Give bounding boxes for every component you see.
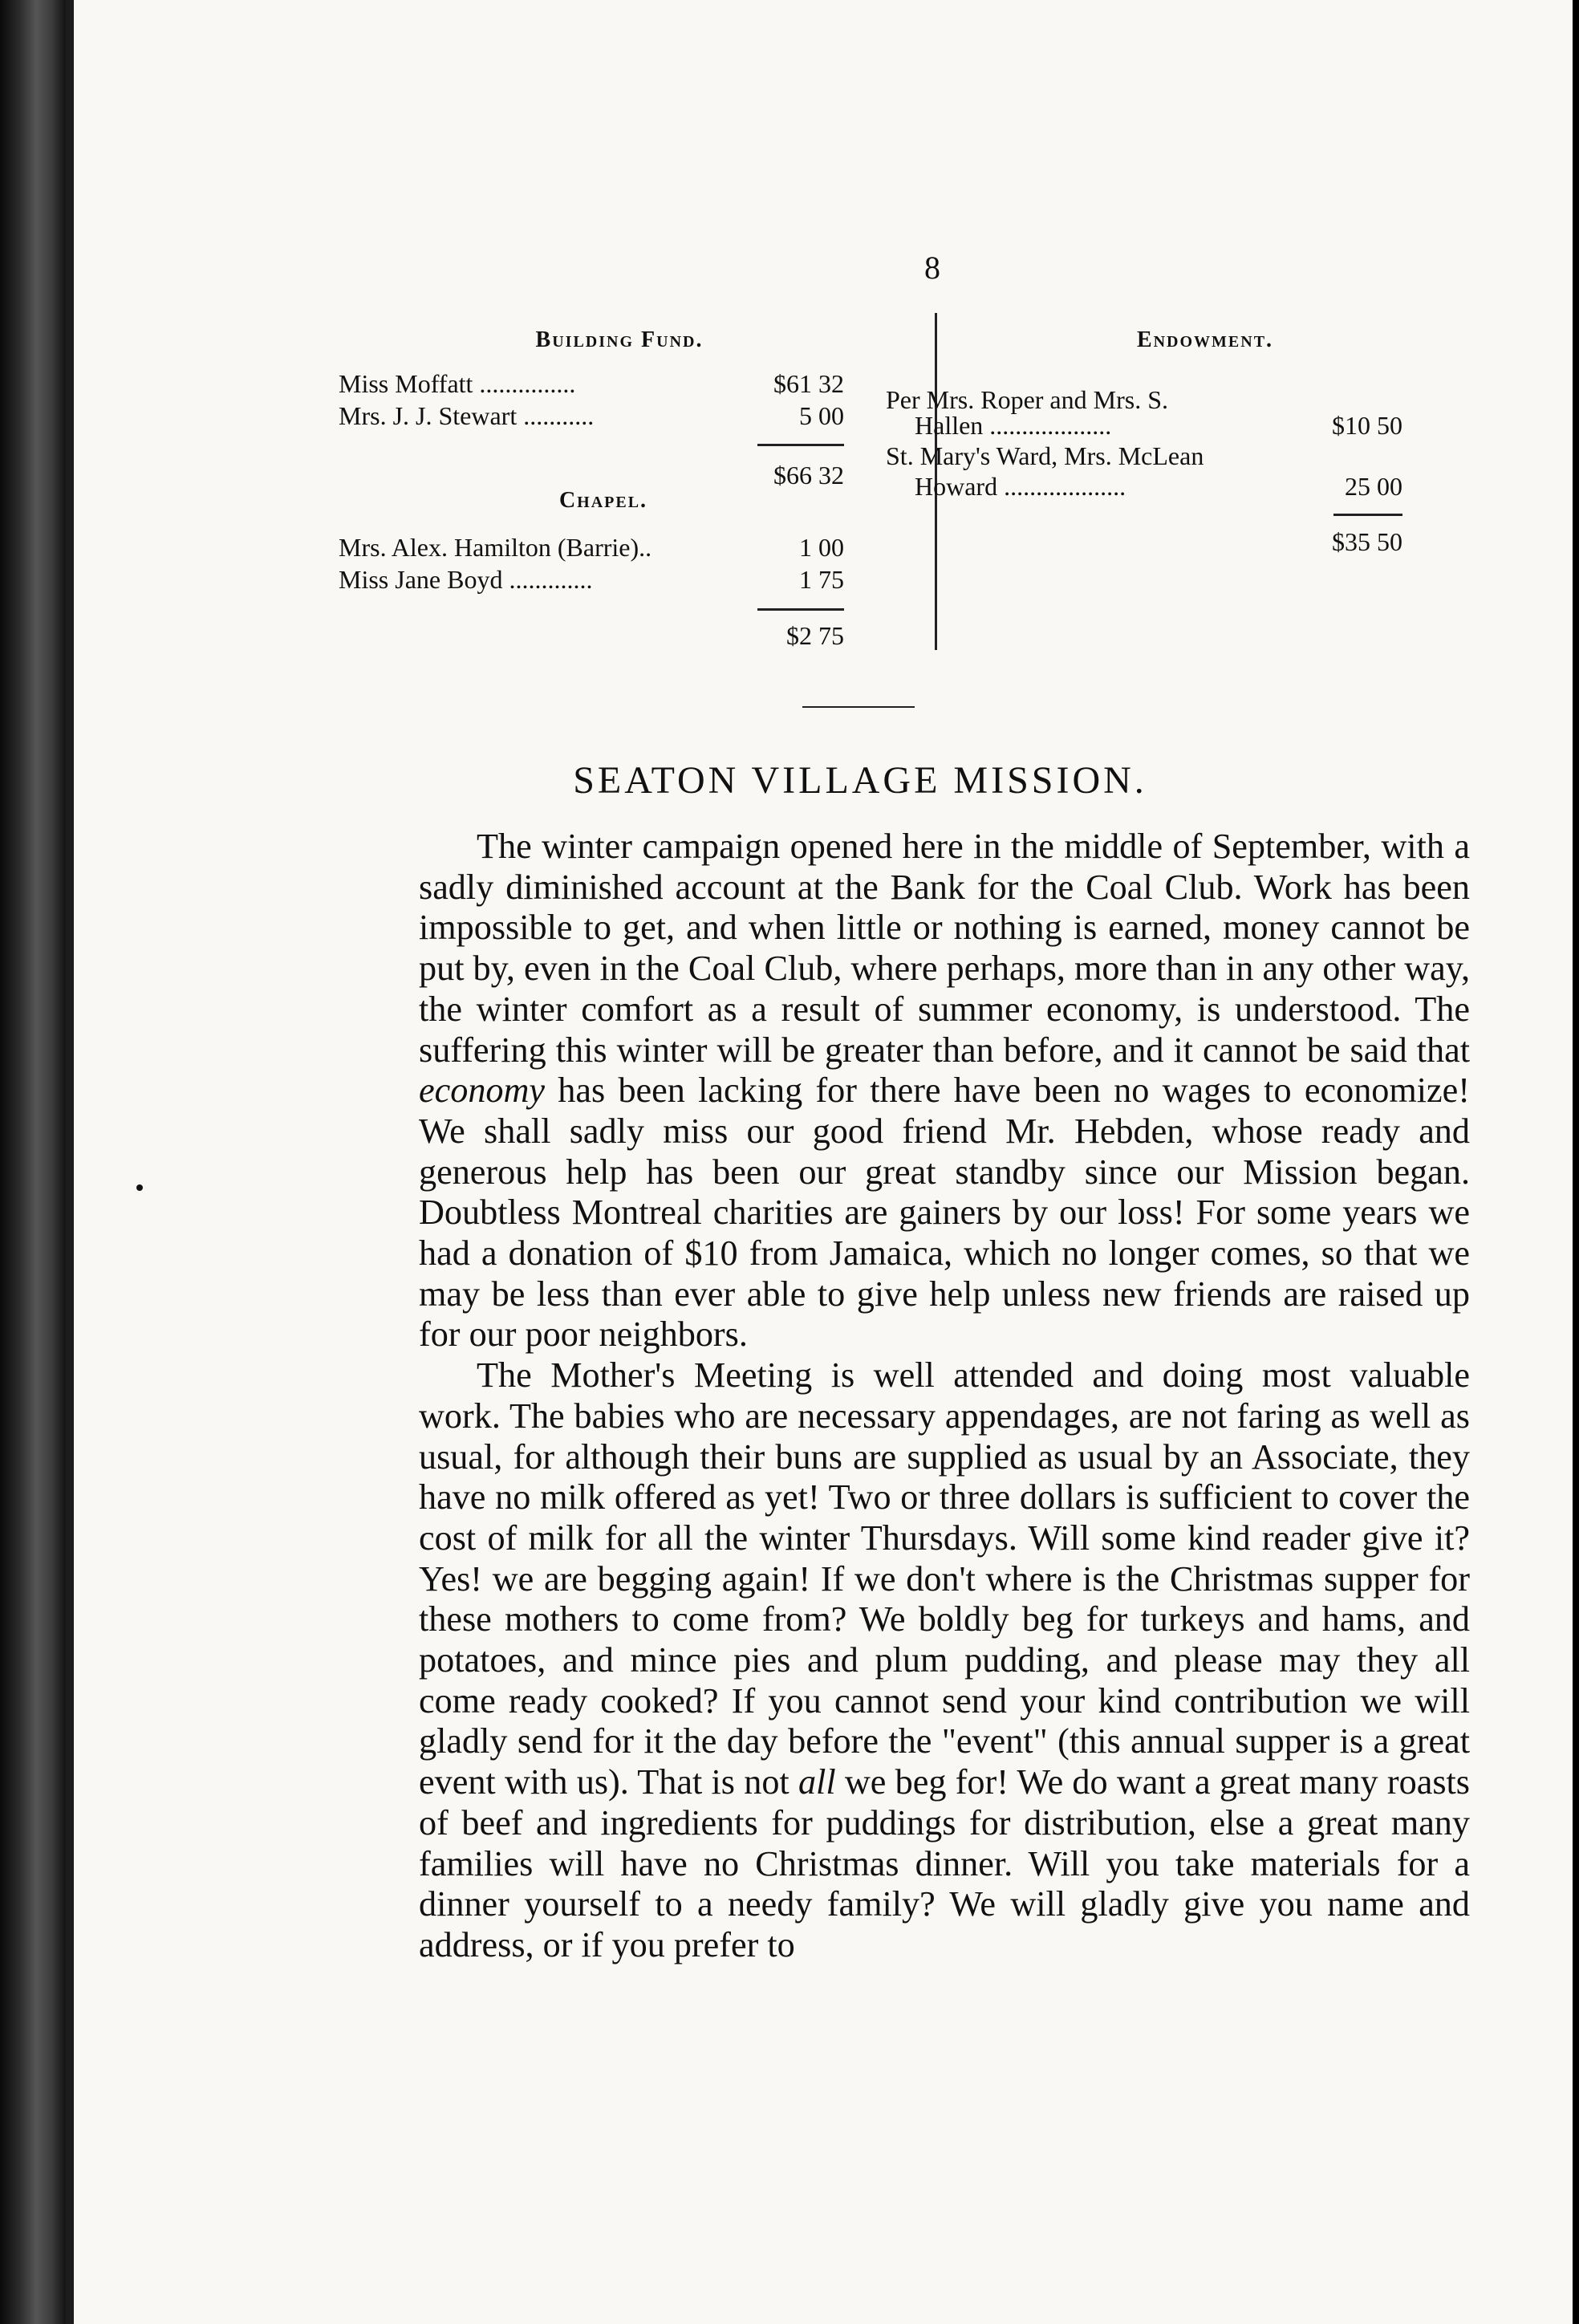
building-fund-entry-name: Mrs. J. J. Stewart ...........	[339, 401, 595, 430]
endowment-entry-amount: 25 00	[1345, 472, 1402, 501]
building-fund-entry-name: Miss Moffatt ...............	[339, 369, 576, 398]
endowment-entry-line1: St. Mary's Ward, Mrs. McLean	[886, 441, 1204, 470]
building-fund-heading: Building Fund.	[535, 327, 704, 352]
endowment-entry-line2: Hallen ...................	[915, 411, 1112, 440]
page-number: 8	[924, 250, 940, 286]
article-paragraph: The winter campaign opened here in the middle of September, with a sadly diminished account at the Bank for the Coal Club. Work has been impossible to get, and when little or nothing is earned, money cannot be put by, even in the Coal Club, where perhaps, more than in any other way, the winter comfort as a result of summer economy, is understood. The suffering this winter will be greater than before, and it cannot be said that economy has been lacking for there have been no wages to economize! We shall sadly miss our good friend Mr. Hebden, whose ready and generous help has been our great standby since our Mission began. Doubtless Montreal charities are gainers by our loss! For some years we had a donation of $10 from Jamaica, which no longer comes, so that we may be less than ever able to give help unless new friends are raised up for our poor neighbors.	[419, 827, 1470, 1355]
chapel-total-rule	[757, 608, 844, 611]
chapel-total: $2 75	[786, 621, 844, 650]
chapel-entry-name: Mrs. Alex. Hamilton (Barrie)..	[339, 533, 652, 562]
building-fund-total-rule	[757, 444, 844, 446]
spine-gutter	[66, 0, 74, 2324]
building-fund-total: $66 32	[773, 461, 844, 490]
endowment-entry-line1: Per Mrs. Roper and Mrs. S.	[886, 385, 1168, 414]
article-paragraph: The Mother's Meeting is well attended and doing most valuable work. The babies who are necessary appendages, are not faring as well as usual, for although their buns are supplied as usual by an Associate, they have no milk offered as yet! Two or three dollars is sufficient to cover the cost of milk for all the winter Thursdays. Will some kind reader give it? Yes! we are begging again! If we don't where is the Christmas supper for these mothers to come from? We boldly beg for turkeys and hams, and potatoes, and mince pies and plum pudding, and please may they all come ready cooked? If you cannot send your kind contribution we will gladly send for it the day before the "event" (this annual supper is a great event with us). That is not all we beg for! We do want a great many roasts of beef and ingredients for puddings for distribution, else a great many families will have no Christmas dinner. Will you take materials for a dinner yourself to a needy family? We will gladly give you name and address, or if you prefer to	[419, 1355, 1470, 1964]
book-spine	[0, 0, 66, 2324]
article-title: SEATON VILLAGE MISSION.	[573, 759, 1147, 802]
endowment-entry-line2: Howard ...................	[915, 472, 1126, 501]
chapel-entry-amount: 1 00	[799, 533, 844, 562]
building-fund-entry-amount: 5 00	[799, 401, 844, 430]
article-body	[419, 827, 1470, 1966]
scan-edge	[1573, 0, 1579, 2324]
endowment-heading: Endowment.	[1136, 327, 1274, 352]
endowment-entry-amount: $10 50	[1332, 411, 1402, 440]
ink-speck	[136, 1184, 143, 1191]
chapel-heading: Chapel.	[558, 488, 648, 513]
chapel-entry-name: Miss Jane Boyd .............	[339, 565, 593, 594]
chapel-entry-amount: 1 75	[799, 565, 844, 594]
section-separator	[802, 706, 915, 708]
endowment-total: $35 50	[1332, 527, 1402, 556]
book-page	[74, 0, 1579, 2324]
building-fund-entry-amount: $61 32	[773, 369, 844, 398]
endowment-total-rule	[1333, 514, 1402, 516]
